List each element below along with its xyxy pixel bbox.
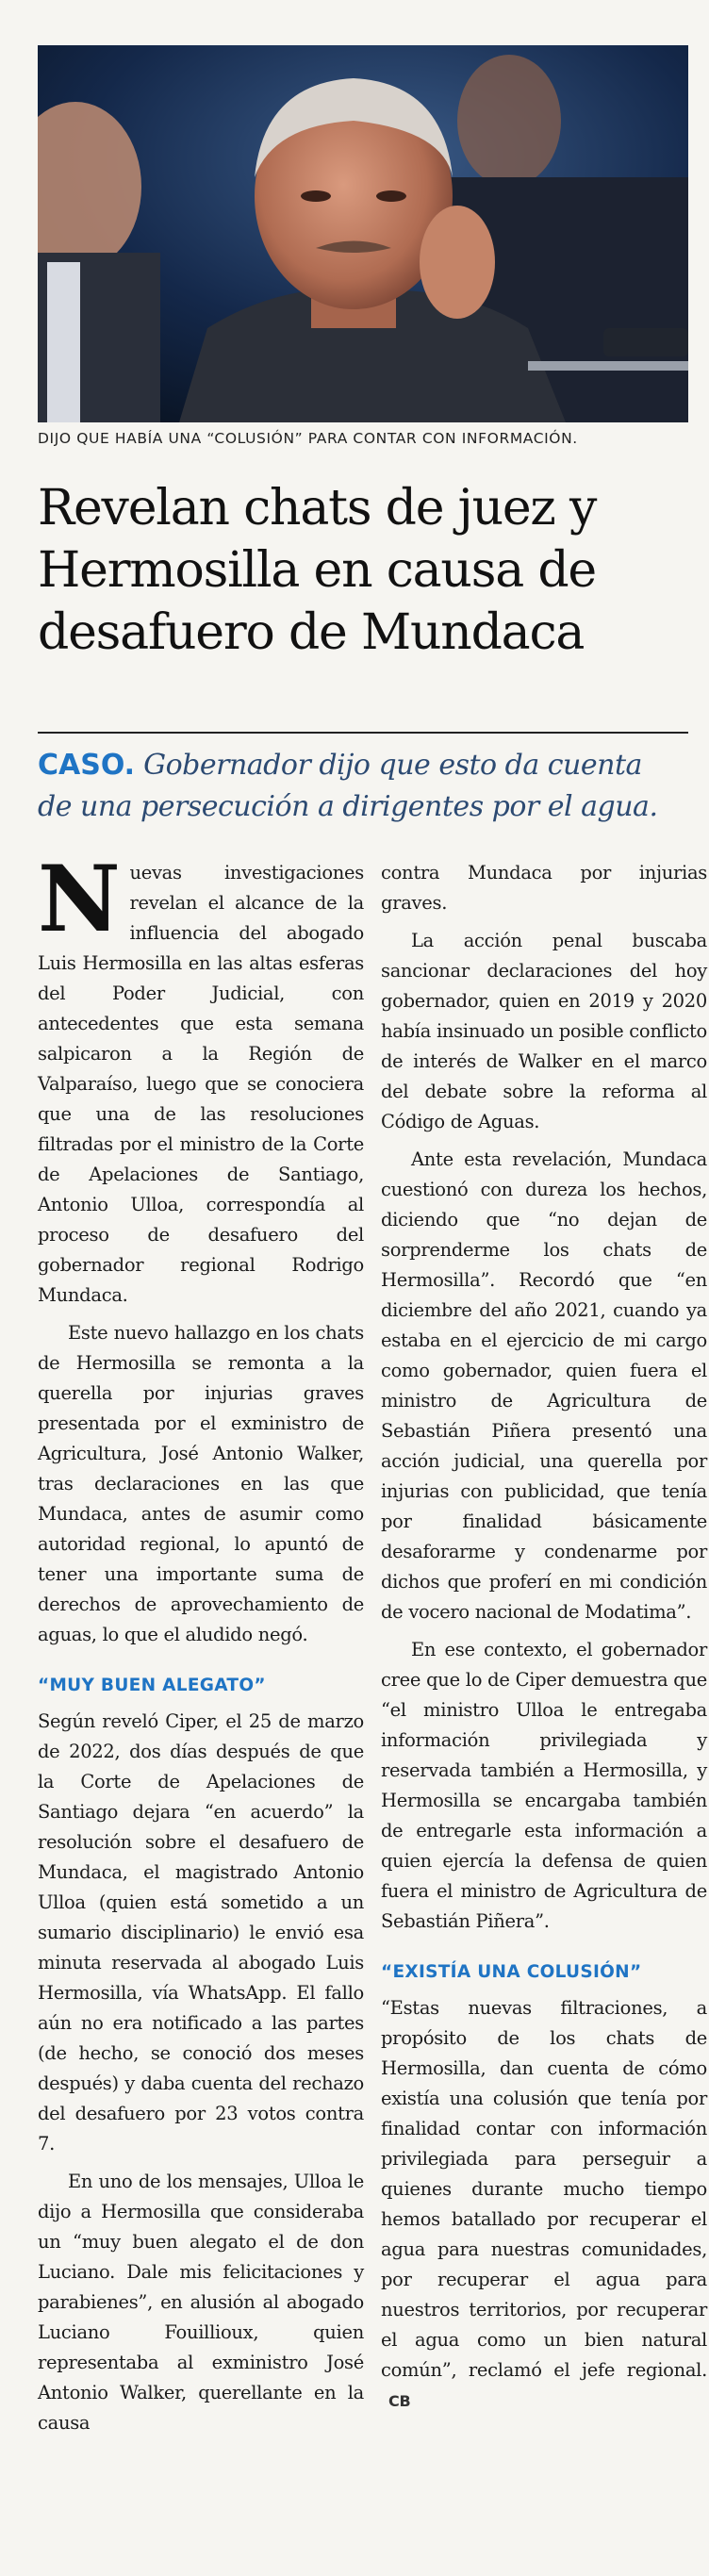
paragraph: contra Mundaca por injurias graves.	[381, 862, 707, 914]
headline-line: Revelan chats de juez y	[38, 480, 597, 537]
paragraph: La acción penal buscaba sancionar declaraciones del hoy gobernador, quien en 2019 y 2020 había insinuado un posible conflicto de interés de Walker en el marco del debate sobre la reforma al Código de Aguas.	[381, 930, 707, 1132]
headline-line: desafuero de Mundaca	[38, 604, 585, 661]
divider	[38, 732, 688, 734]
paragraph: Ante esta revelación, Mundaca cuestionó con dureza los hechos, diciendo que “no dejan de sorprenderme los chats de Hermosilla”. Recordó que “en diciembre del año 2021, cuando ya estaba en el ejercicio de mi cargo como gobernador, quien fuera el ministro de Agricultura de Sebastián Piñera presentó una acción judicial, una querella por injurias con publicidad, que tenía por finalidad básicamente desaforarme y condenarme por dichos que proferí en mi condición de vocero nacional de Modatima”.	[381, 1148, 707, 1623]
paragraph-text: “Estas nuevas filtraciones, a propósito de los chats de Hermosilla, dan cuenta de cómo existía una colusión que tenía por finalidad contar con información privilegiada para perseguir a quienes durante mucho tiempo hemos batallado por recuperar el agua para nuestras comunidades, por recuperar el agua para nuestros territorios, por recuperar el agua como un bien natural común”, reclamó el jefe regional.	[381, 1997, 707, 2381]
deck	[38, 745, 698, 828]
deck-line: de una persecución a dirigentes por el agua.	[38, 790, 658, 823]
article-column-right	[381, 858, 707, 2417]
article-photo	[38, 45, 688, 422]
end-mark: CB	[388, 2392, 411, 2410]
article-column-left	[38, 846, 364, 2438]
paragraph: Este nuevo hallazgo en los chats de Hermosilla se remonta a la querella por injurias graves presentada por el exministro de Agricultura, José Antonio Walker, tras declaraciones en las que Mundaca, antes de asumir como autoridad regional, lo apuntó de tener una importante suma de derechos de aprovechamiento de aguas, lo que el aludido negó.	[38, 1322, 364, 1645]
paragraph	[38, 846, 364, 1311]
paragraph	[381, 1993, 707, 2417]
paragraph: En ese contexto, el gobernador cree que lo de Ciper demuestra que “el ministro Ulloa le entregaba información privilegiada y reservada también a Hermosilla, y Hermosilla se encargaba también de entregarle esta información a quien ejercía la defensa de quien fuera el ministro de Agricultura de Sebastián Piñera”.	[381, 1639, 707, 1932]
photo-caption: DIJO QUE HABÍA UNA “COLUSIÓN” PARA CONTAR CON INFORMACIÓN.	[38, 430, 578, 447]
deck-line	[38, 745, 698, 786]
headline-line: Hermosilla en causa de	[38, 542, 596, 599]
photo-illustration	[38, 45, 688, 422]
paragraph: En uno de los mensajes, Ulloa le dijo a Hermosilla que consideraba un “muy buen alegato el de don Luciano. Dale mis felicitaciones y parabienes”, en alusión al abogado Luciano Fouillioux, quien representaba al exministro José Antonio Walker, querellante en la causa	[38, 2171, 364, 2434]
paragraph-text: uevas investigaciones revelan el alcance de la influencia del abogado Luis Hermosilla en las altas esferas del Poder Judicial, con antecedentes que esta semana salpicaron a la Región de Valparaíso, luego que se conociera que una de las resoluciones filtradas por el ministro de la Corte de Apelaciones de Santiago, Antonio Ulloa, correspondía al proceso de desafuero del gobernador regional Rodrigo Mundaca.	[38, 862, 364, 1306]
subheading: “MUY BUEN ALEGATO”	[38, 1676, 266, 1695]
deck-text: Gobernador dijo que esto da cuenta	[143, 749, 642, 782]
dropcap: N	[38, 846, 121, 952]
subheading: “EXISTÍA UNA COLUSIÓN”	[381, 1962, 642, 1982]
headline	[38, 477, 698, 664]
paragraph: Según reveló Ciper, el 25 de marzo de 2022, dos días después de que la Corte de Apelaciones de Santiago dejara “en acuerdo” la resolución sobre el desafuero de Mundaca, el magistrado Antonio Ulloa (quien está sometido a un sumario disciplinario) le envió esa minuta reservada al abogado Luis Hermosilla, vía WhatsApp. El fallo aún no era notificado a las partes (de hecho, se conoció dos meses después) y daba cuenta del rechazo del desafuero por 23 votos contra 7.	[38, 1710, 364, 2155]
deck-tag: CASO.	[38, 749, 136, 782]
